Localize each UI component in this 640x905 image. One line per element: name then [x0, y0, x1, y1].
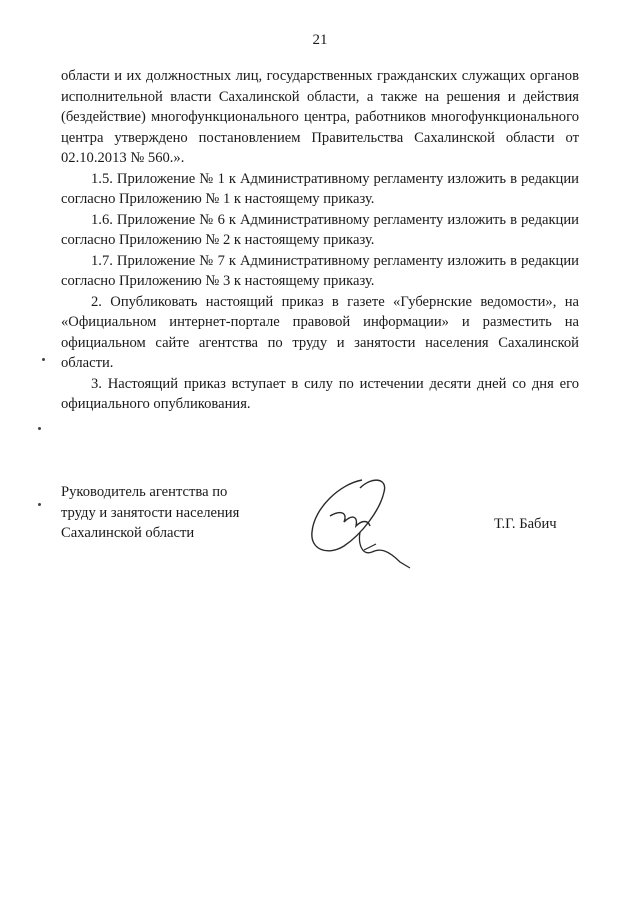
signer-name: Т.Г. Бабич	[494, 516, 557, 532]
signer-position-line: Сахалинской области	[61, 525, 195, 541]
page-number: 21	[312, 32, 328, 48]
paragraph-continuation: области и их должностных лиц, государственных гражданских служащих органов исполнительной власти Сахалинской области, а также на решения и действия (бездействие) многофункционального центра, работников многофункционального центра утверждено постановлением Правительства Сахалинской области от 02.10.2013 № 560.».	[61, 68, 579, 166]
paragraph-2: 2. Опубликовать настоящий приказ в газете «Губернские ведомости», на «Официальном интернет-портале правовой информации» и разместить на официальном сайте агентства по труду и занятости населения Сахалинской области.	[61, 293, 579, 371]
signer-position-line: труду и занятости населения	[61, 504, 240, 521]
paragraph-1-7: 1.7. Приложение № 7 к Административному регламенту изложить в редакции согласно Приложению № 3 к настоящему приказу.	[61, 252, 579, 289]
scan-speck	[38, 503, 41, 506]
paragraph-1-6: 1.6. Приложение № 6 к Административному регламенту изложить в редакции согласно Приложению № 2 к настоящему приказу.	[61, 211, 579, 248]
signer-position-line: Руководитель агентства по	[61, 484, 228, 500]
paragraph-1-5: 1.5. Приложение № 1 к Административному регламенту изложить в редакции согласно Приложению № 1 к настоящему приказу.	[61, 170, 579, 207]
document-body	[61, 66, 579, 415]
signer-position	[61, 482, 239, 544]
handwritten-signature	[300, 470, 420, 580]
scan-speck	[38, 427, 41, 430]
scan-speck	[42, 358, 45, 361]
paragraph-3: 3. Настоящий приказ вступает в силу по истечении десяти дней со дня его официального опубликования.	[61, 375, 579, 412]
